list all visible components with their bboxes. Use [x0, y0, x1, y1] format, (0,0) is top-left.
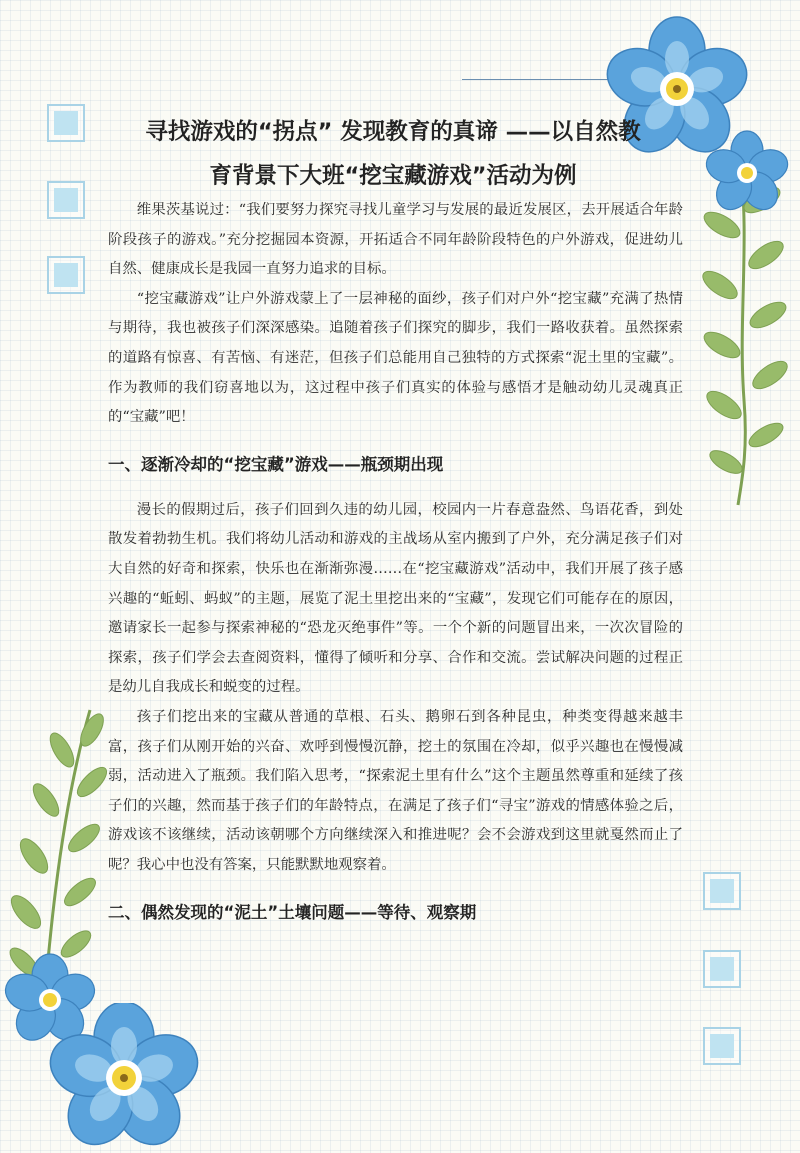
intro-paragraph-2: “挖宝藏游戏”让户外游戏蒙上了一层神秘的面纱，孩子们对户外“挖宝藏”充满了热情与期待，我也被孩子们深深感染。追随着孩子们探究的脚步，我们一路收获着。虽然探索的道路有惊喜、有苦恼、有迷茫，但孩子们总能用自己独特的方式探索“泥土里的宝藏”。作为教师的我们窃喜地以为，这过程中孩子们真实的体验与感悟才是触动幼儿灵魂真正的“宝藏”吧！	[108, 290, 683, 426]
section-1-heading: 一、逐渐冷却的“挖宝藏”游戏——瓶颈期出现	[108, 454, 444, 474]
square-frame-icon	[47, 104, 85, 142]
square-frame-icon	[703, 950, 741, 988]
title-line-2: 育背景下大班“挖宝藏游戏”活动为例	[209, 163, 577, 189]
section-2-heading: 二、偶然发现的“泥土”土壤问题——等待、观察期	[108, 903, 477, 923]
page-title	[108, 110, 678, 198]
blue-flower-icon	[44, 1003, 204, 1153]
blue-flower-icon	[702, 128, 792, 218]
intro-paragraph-1: 维果茨基说过：“我们要努力探究寻找儿童学习与发展的最近发展区，去开展适合年龄阶段孩子的游戏。”充分挖掘园本资源，开拓适合不同年龄阶段特色的户外游戏，促进幼儿自然、健康成长是我园一直努力追求的目标。	[108, 202, 683, 278]
square-frame-icon	[47, 256, 85, 294]
square-frame-icon	[703, 872, 741, 910]
article-body	[108, 196, 683, 928]
section-1-paragraph-1: 漫长的假期过后，孩子们回到久违的幼儿园，校园内一片春意盎然、鸟语花香，到处散发着勃勃生机。我们将幼儿活动和游戏的主战场从室内搬到了户外，充分满足孩子们对大自然的好奇和探索，快乐也在渐渐弥漫……在“挖宝藏游戏”活动中，我们开展了孩子感兴趣的“蚯蚓、蚂蚁”的主题，展览了泥土里挖出来的“宝藏”，发现它们可能存在的原因，邀请家长一起参与探索神秘的“恐龙灭绝事件”等。一个个新的问题冒出来，一次次冒险的探索，孩子们学会去查阅资料，懂得了倾听和分享、合作和交流。尝试解决问题的过程正是幼儿自我成长和蜕变的过程。	[108, 501, 683, 696]
square-frame-icon	[703, 1027, 741, 1065]
square-frame-icon	[47, 181, 85, 219]
section-1-paragraph-2: 孩子们挖出来的宝藏从普通的草根、石头、鹅卵石到各种昆虫，种类变得越来越丰富，孩子们从刚开始的兴奋、欢呼到慢慢沉静，挖土的氛围在冷却，似乎兴趣也在慢慢减弱，活动进入了瓶颈。我们陷入思考，“探索泥土里有什么”这个主题虽然尊重和延续了孩子们的兴趣，然而基于孩子们的年龄特点，在满足了孩子们“寻宝”游戏的情感体验之后，游戏该不该继续，活动该朝哪个方向继续深入和推进呢？会不会游戏到这里就戛然而止了呢？我心中也没有答案，只能默默地观察着。	[108, 708, 683, 873]
title-line-1: 寻找游戏的“拐点” 发现教育的真谛 ——以自然教	[145, 119, 641, 145]
